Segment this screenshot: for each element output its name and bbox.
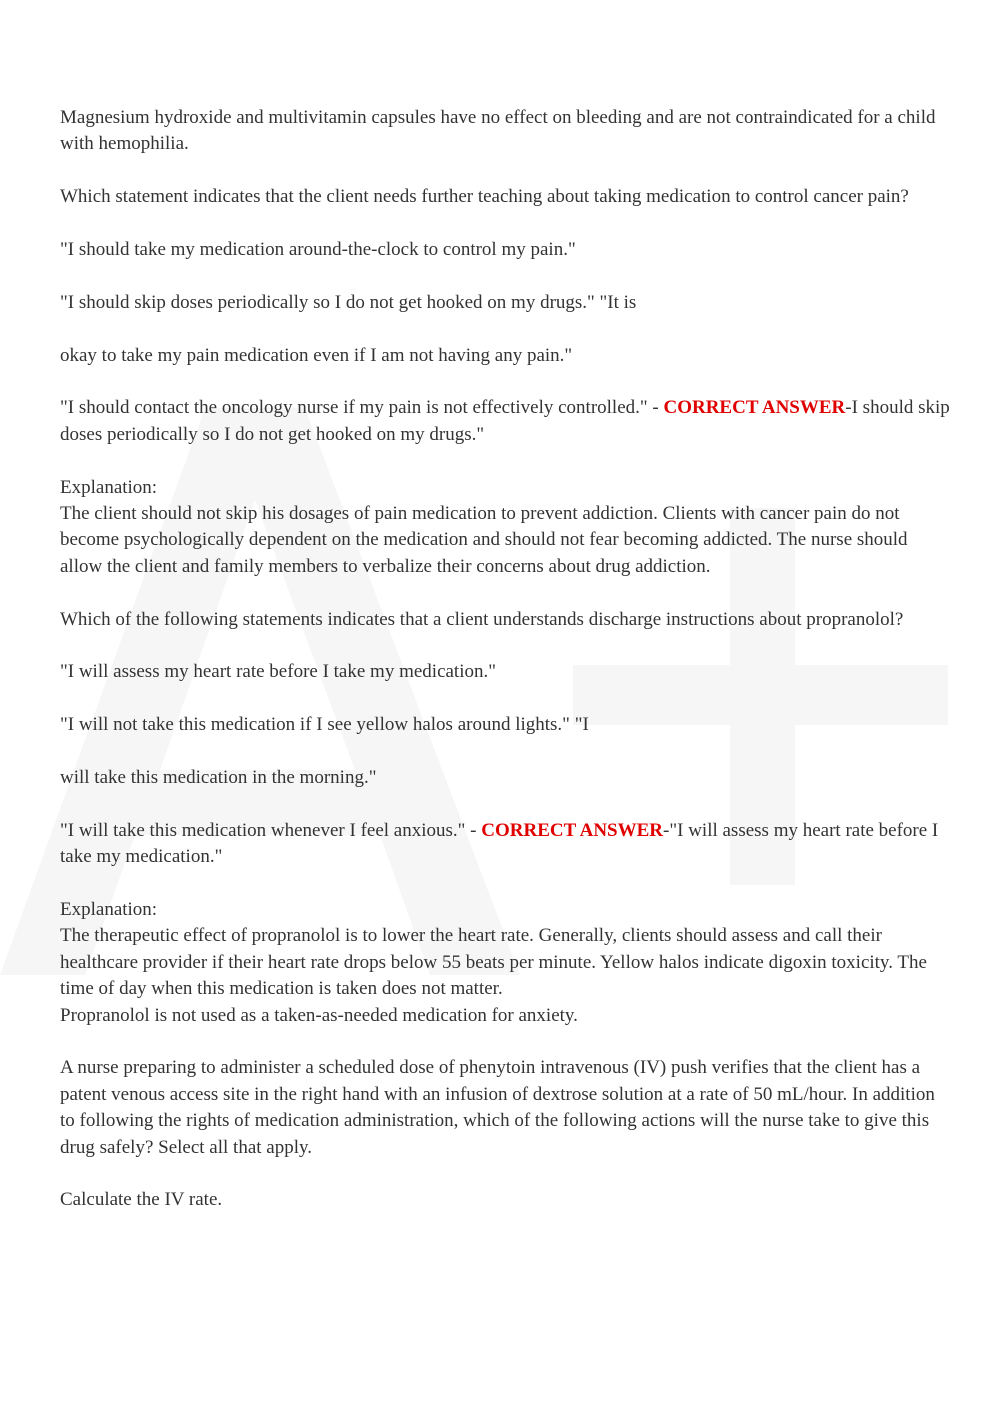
explanation-propranolol: The therapeutic effect of propranolol is to lower the heart rate. Generally, clients should assess and call their healthcare provider if their heart rate drops below 55 beats per minute. Yellow halos indicate digoxin toxicity. The time of day when this medication is taken does not matter. — [60, 925, 927, 1000]
option-text: "I should contact the oncology nurse if my pain is not effectively controlled." - — [60, 397, 664, 419]
explanation-propranolol-anxiety: Propranolol is not used as a taken-as-needed medication for anxiety. — [60, 1004, 578, 1026]
correct-answer-text: -I should skip doses periodically so I do not get hooked on my drugs." — [60, 397, 950, 445]
option-around-the-clock: "I should take my medication around-the-clock to control my pain." — [60, 239, 576, 260]
explanation-heading: Explanation: — [60, 899, 158, 920]
option-morning: will take this medication in the morning." — [60, 767, 377, 788]
option-skip-doses: "I should skip doses periodically so I do not get hooked on my drugs." "It is — [60, 291, 637, 313]
option-text: "I will take this medication whenever I feel anxious." - — [60, 819, 482, 841]
option-calculate-iv-rate: Calculate the IV rate. — [60, 1189, 223, 1211]
option-whenever-anxious — [60, 818, 950, 871]
document-body — [60, 105, 950, 1240]
question-propranolol: Which of the following statements indicates that a client understands discharge instructions about propranolol? — [60, 608, 904, 630]
option-okay-without-pain: okay to take my pain medication even if I am not having any pain." — [60, 344, 573, 366]
correct-answer-text: -"I will assess my heart rate before I take my medication." — [60, 819, 939, 868]
explanation-cancer-pain: The client should not skip his dosages of pain medication to prevent addiction. Clients with cancer pain do not become psychologically dependent on the medication and should not fear becoming addicted. The nurse should allow the client and family members to verbalize their concerns about drug addiction. — [60, 503, 908, 577]
explanation-heading: Explanation: — [60, 476, 158, 498]
correct-answer-label: CORRECT ANSWER — [663, 397, 846, 419]
option-contact-oncology-nurse — [60, 395, 950, 448]
option-assess-heart-rate: "I will assess my heart rate before I take my medication." — [60, 661, 496, 683]
question-cancer-pain: Which statement indicates that the client needs further teaching about taking medication to control cancer pain? — [60, 186, 909, 208]
paragraph-hemophilia-note: Magnesium hydroxide and multivitamin capsules have no effect on bleeding and are not contraindicated for a child with hemophilia. — [60, 107, 936, 155]
question-phenytoin: A nurse preparing to administer a scheduled dose of phenytoin intravenous (IV) push verifies that the client has a patent venous access site in the right hand with an infusion of dextrose solution at a rate of 50 mL/hour. In addition to following the rights of medication administration, which of the following actions will the nurse take to give this drug safely? Select all that apply. — [60, 1057, 935, 1158]
correct-answer-label: CORRECT ANSWER — [481, 819, 664, 841]
option-yellow-halos: "I will not take this medication if I see yellow halos around lights." "I — [60, 714, 589, 736]
